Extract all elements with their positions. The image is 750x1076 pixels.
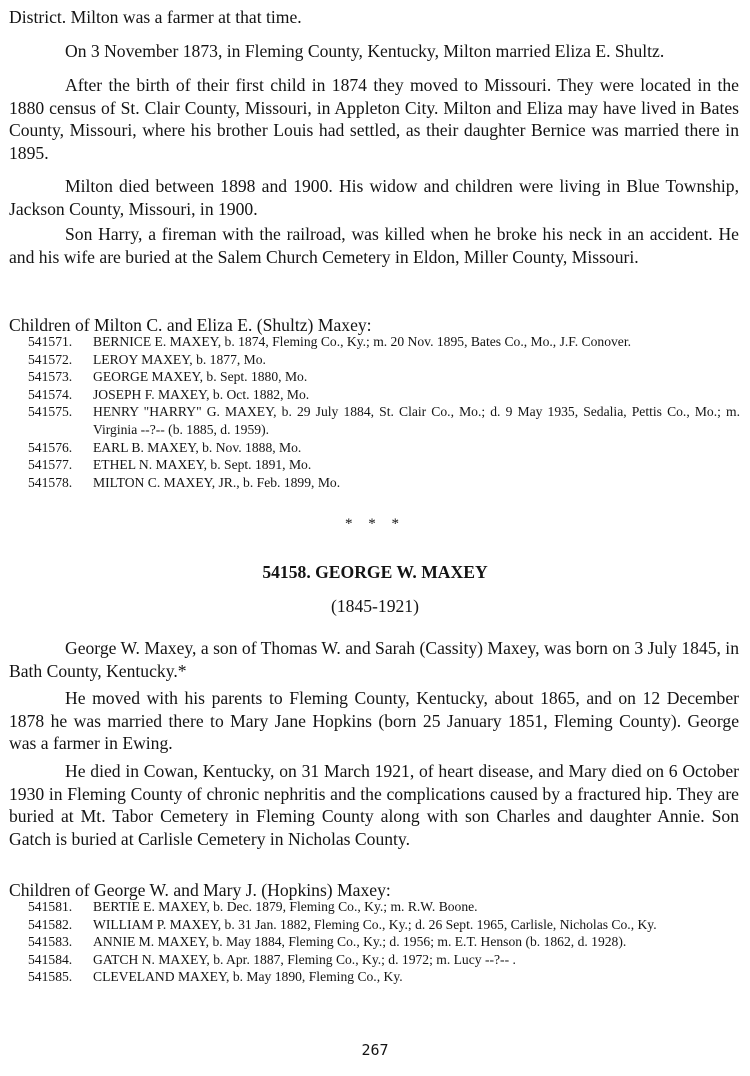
- list-item: [0, 933, 740, 951]
- child-entry: HENRY "HARRY" G. MAXEY, b. 29 July 1884, St. Clair Co., Mo.; d. 9 May 1935, Sedalia, Pettis Co., Mo.; m. Virginia --?-- (b. 1885, d. 1959).: [93, 404, 740, 437]
- child-entry: EARL B. MAXEY, b. Nov. 1888, Mo.: [93, 439, 302, 455]
- paragraph: He died in Cowan, Kentucky, on 31 March 1921, of heart disease, and Mary died on 6 October 1930 in Fleming County of chronic nephritis and the complications caused by a fractured hip. They are buried at Mt. Tabor Cemetery in Fleming County along with son Charles and daughter Annie. Son Gatch is buried at Carlisle Cemetery in Nicholas County.: [9, 761, 739, 849]
- list-item: [0, 333, 740, 351]
- paragraph: Milton died between 1898 and 1900. His widow and children were living in Blue Township, Jackson County, Missouri, in 1900.: [9, 176, 739, 219]
- paragraph: District. Milton was a farmer at that time.: [9, 7, 302, 27]
- paragraph: On 3 November 1873, in Fleming County, Kentucky, Milton married Eliza E. Shultz.: [65, 41, 665, 61]
- child-entry: LEROY MAXEY, b. 1877, Mo.: [93, 351, 266, 367]
- child-number: 541582.: [28, 916, 73, 932]
- child-number: 541585.: [28, 969, 73, 985]
- child-entry: BERNICE E. MAXEY, b. 1874, Fleming Co., Ky.; m. 20 Nov. 1895, Bates Co., Mo., J.F. Conover.: [93, 334, 632, 349]
- children-list-header: Children of Milton C. and Eliza E. (Shultz) Maxey:: [9, 315, 372, 335]
- section-dates: (1845-1921): [331, 596, 419, 616]
- child-entry: JOSEPH F. MAXEY, b. Oct. 1882, Mo.: [93, 386, 310, 402]
- list-item: [0, 916, 740, 934]
- child-number: 541571.: [28, 334, 73, 349]
- child-entry: WILLIAM P. MAXEY, b. 31 Jan. 1882, Fleming Co., Ky.; d. 26 Sept. 1965, Carlisle, Nicholas Co., Ky.: [93, 916, 657, 932]
- child-number: 541577.: [28, 457, 73, 473]
- list-item: [0, 386, 740, 404]
- child-number: 541573.: [28, 369, 73, 385]
- section-title: 54158. GEORGE W. MAXEY: [262, 562, 488, 582]
- child-entry: GATCH N. MAXEY, b. Apr. 1887, Fleming Co., Ky.; d. 1972; m. Lucy --?-- .: [93, 951, 516, 967]
- list-item: [0, 351, 740, 369]
- child-entry: CLEVELAND MAXEY, b. May 1890, Fleming Co., Ky.: [93, 969, 403, 985]
- child-number: 541575.: [28, 404, 73, 420]
- child-entry: GEORGE MAXEY, b. Sept. 1880, Mo.: [93, 369, 308, 385]
- list-item: [0, 456, 740, 474]
- child-number: 541576.: [28, 439, 73, 455]
- child-number: 541574.: [28, 386, 73, 402]
- page-number: 267: [361, 1041, 389, 1059]
- paragraph: George W. Maxey, a son of Thomas W. and Sarah (Cassity) Maxey, was born on 3 July 1845, in Bath County, Kentucky.*: [9, 638, 739, 681]
- children-list-header: Children of George W. and Mary J. (Hopkins) Maxey:: [9, 880, 391, 900]
- child-number: 541584.: [28, 951, 73, 967]
- child-number: 541581.: [28, 899, 73, 914]
- child-number: 541572.: [28, 351, 73, 367]
- list-item: [0, 898, 740, 916]
- children-list: [0, 898, 740, 986]
- child-number: 541578.: [28, 474, 73, 490]
- paragraph: Son Harry, a fireman with the railroad, was killed when he broke his neck in an accident. He and his wife are buried at the Salem Church Cemetery in Eldon, Miller County, Missouri.: [9, 224, 739, 267]
- paragraph: After the birth of their first child in 1874 they moved to Missouri. They were located in the 1880 census of St. Clair County, Missouri, in Appleton City. Milton and Eliza may have lived in Bates County, Missouri, where his brother Louis had settled, as their daughter Bernice was married there in 1895.: [9, 75, 739, 163]
- list-item: [0, 368, 740, 386]
- children-list: [0, 333, 740, 491]
- list-item: [0, 951, 740, 969]
- list-item: [0, 403, 740, 438]
- child-entry: ETHEL N. MAXEY, b. Sept. 1891, Mo.: [93, 457, 312, 473]
- paragraph: He moved with his parents to Fleming County, Kentucky, about 1865, and on 12 December 1878 he was married there to Mary Jane Hopkins (born 25 January 1851, Fleming County). George was a farmer in Ewing.: [9, 688, 739, 753]
- child-entry: BERTIE E. MAXEY, b. Dec. 1879, Fleming Co., Ky.; m. R.W. Boone.: [93, 899, 478, 914]
- child-entry: MILTON C. MAXEY, JR., b. Feb. 1899, Mo.: [93, 474, 341, 490]
- child-entry: ANNIE M. MAXEY, b. May 1884, Fleming Co., Ky.; d. 1956; m. E.T. Henson (b. 1862, d. 1928).: [93, 934, 627, 950]
- list-item: [0, 439, 740, 457]
- child-number: 541583.: [28, 934, 73, 950]
- list-item: [0, 474, 740, 492]
- list-item: [0, 968, 740, 986]
- section-separator: * * *: [345, 516, 405, 532]
